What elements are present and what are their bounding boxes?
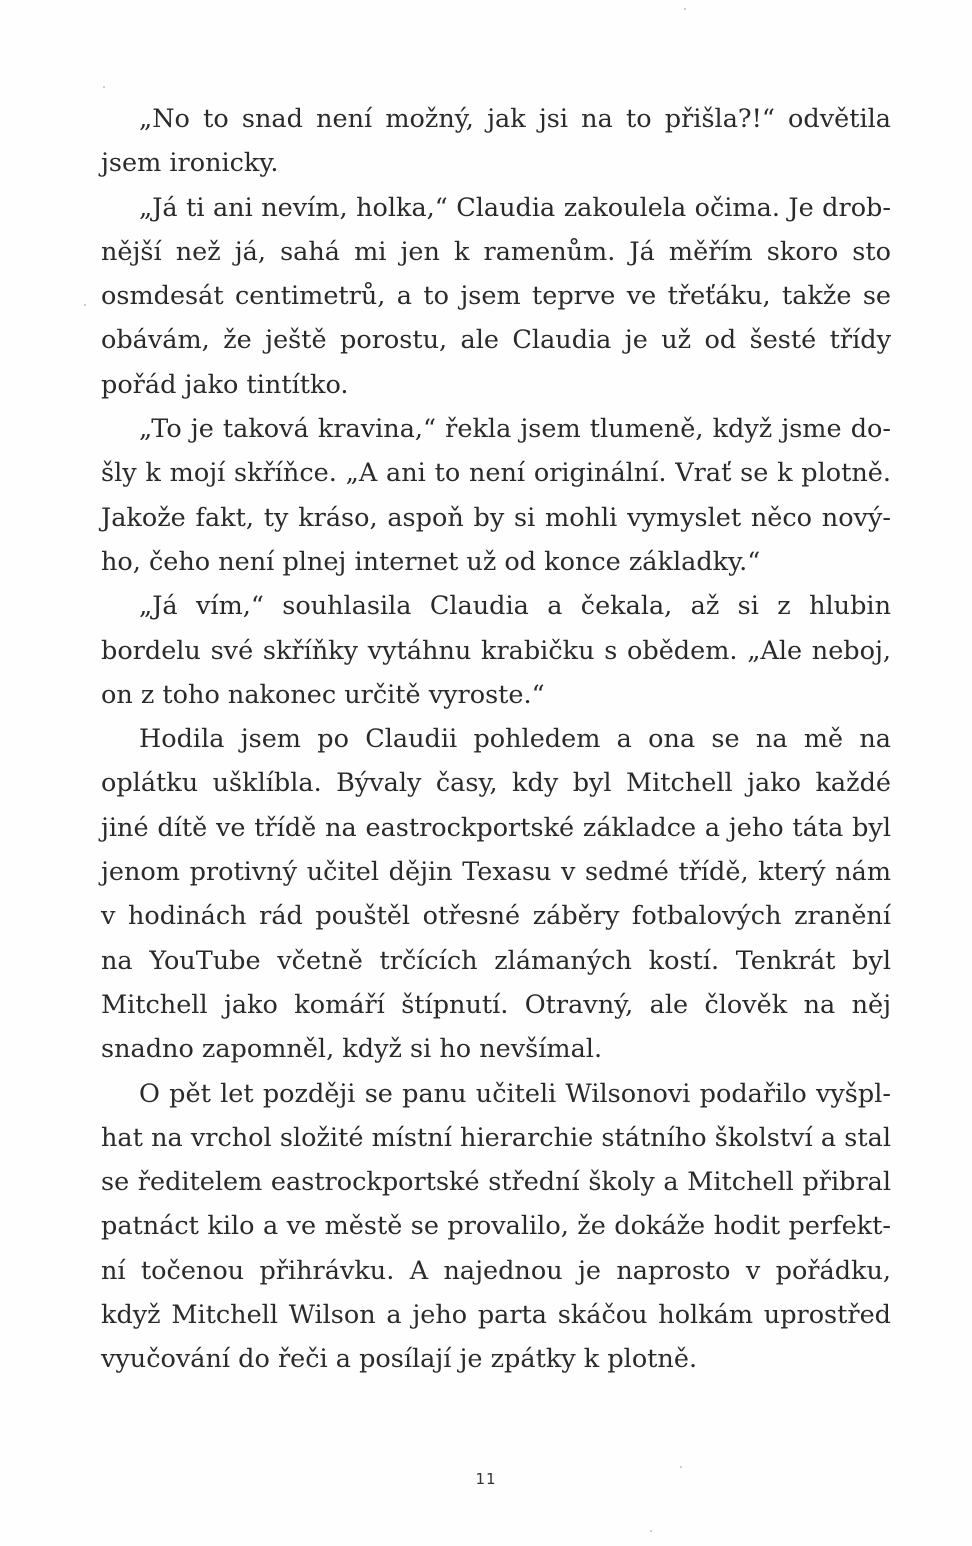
scan-speck <box>84 304 86 306</box>
scan-speck <box>684 8 686 10</box>
scan-speck <box>103 86 105 88</box>
scan-speck <box>650 1530 652 1532</box>
paragraph: „Já vím,“ souhlasila Claudia a čekala, až si z hlubin bordelu své skříňky vytáhnu krabičku s obědem. „Ale neboj, on z toho nakonec určitě vyroste.“ <box>101 591 891 710</box>
paragraph: „No to snad není možný, jak jsi na to přišla?!“ odvětila jsem ironicky. <box>101 104 891 179</box>
scan-speck <box>680 1466 682 1468</box>
page-number: 11 <box>475 1470 497 1488</box>
paragraph: „Já ti ani nevím, holka,“ Claudia zakoulela očima. Je drobnější než já, sahá mi jen k ramenům. Já měřím skoro sto osmdesát centimetrů, a to jsem teprve ve třeťáku, takže se obávám, že ještě porostu, ale Claudia je už od šesté třídy pořád jako tintítko. <box>101 192 891 400</box>
paragraph: Hodila jsem po Claudii pohledem a ona se na mě na oplátku ušklíbla. Bývaly časy, kdy byl Mitchell jako každé jiné dítě ve třídě na eastrockportské základce a jeho táta byl jenom protivný učitel dějin Texasu v sedmé třídě, který nám v hodinách rád pouštěl otřesné záběry fotbalových zranění na YouTube včetně trčících zlámaných kostí. Tenkrát byl Mitchell jako komáří štípnutí. Otravný, ale člověk na něj snadno zapomněl, když si ho nevšímal. <box>101 724 891 1065</box>
paragraph: „To je taková kravina,“ řekla jsem tlumeně, když jsme došly k mojí skříňce. „A ani to není originální. Vrať se k plotně. Jakože fakt, ty kráso, aspoň by si mohli vymyslet něco novýho, čeho není plnej internet už od konce základky.“ <box>101 414 891 577</box>
body-text <box>101 97 891 1382</box>
paragraph: O pět let později se panu učiteli Wilsonovi podařilo vyšplhat na vrchol složité místní hierarchie státního školství a stal se ředitelem eastrockportské střední školy a Mitchell přibral patnáct kilo a ve městě se provalilo, že dokáže hodit perfektní točenou přihrávku. A najednou je naprosto v pořádku, když Mitchell Wilson a jeho parta skáčou holkám uprostřed vyučování do řeči a posílají je zpátky k plotně. <box>101 1078 891 1375</box>
